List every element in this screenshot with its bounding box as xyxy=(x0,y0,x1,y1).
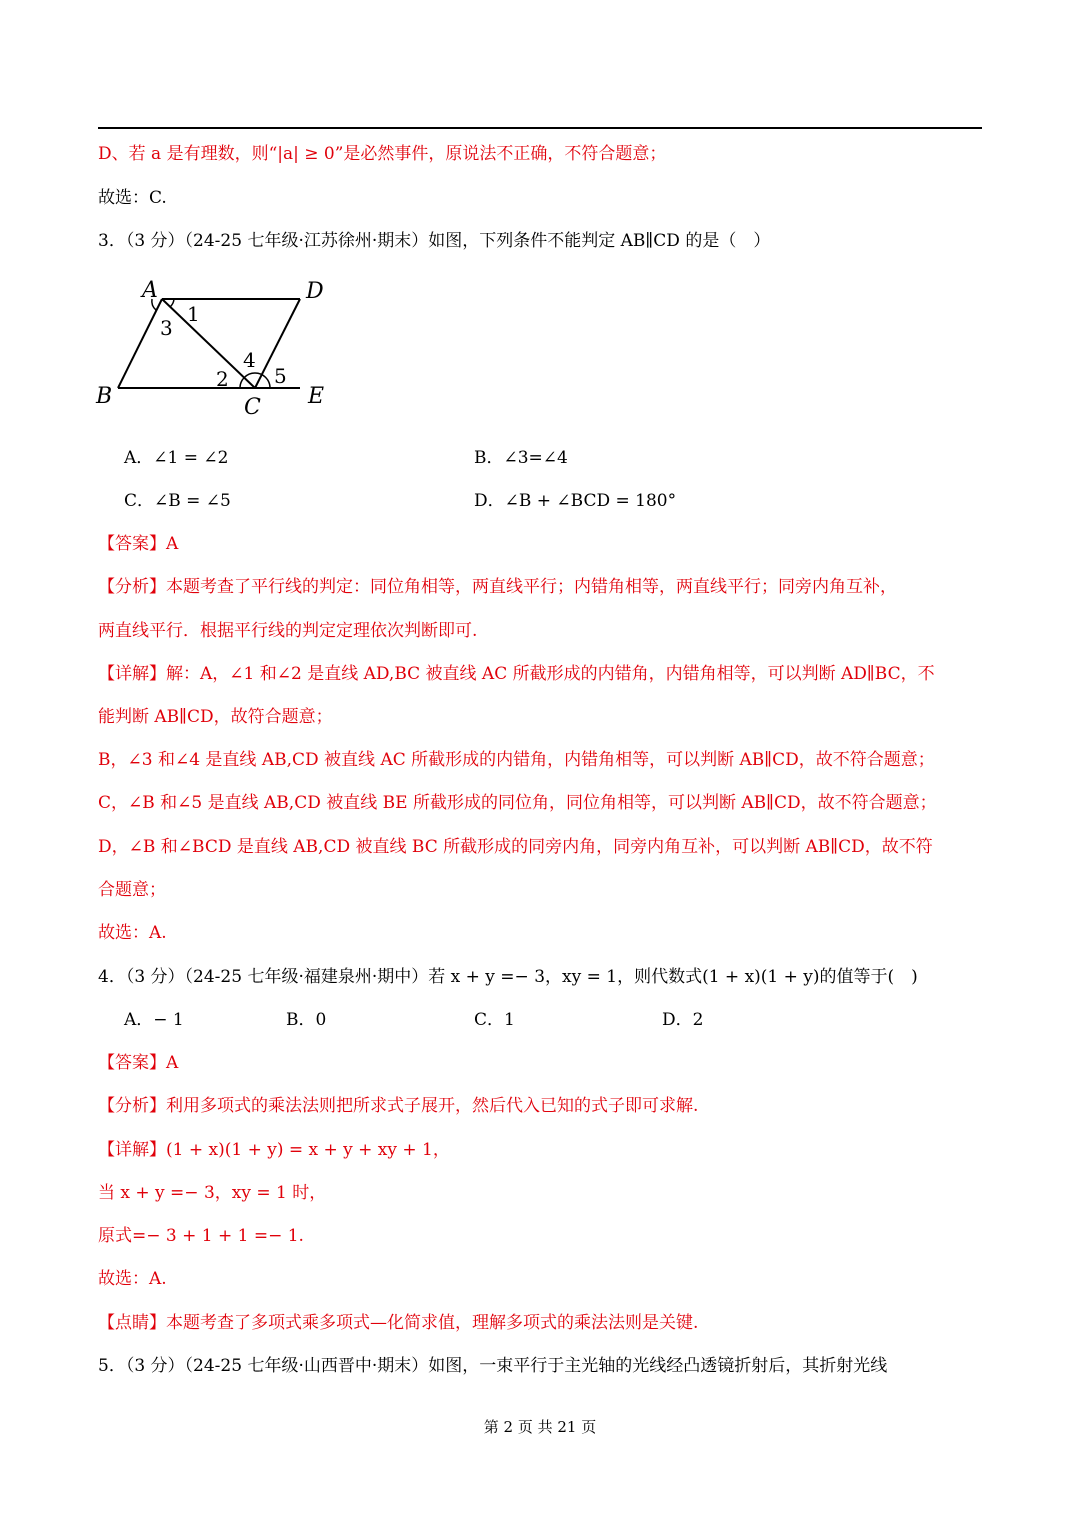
q3-answer: 【答案】A xyxy=(98,534,179,554)
q4-analysis: 【分析】利用多项式的乘法法则把所求式子展开，然后代入已知的式子即可求解. xyxy=(98,1096,699,1116)
q3-detail-line2: 能判断 AB∥CD，故符合题意； xyxy=(98,707,333,727)
q4-option-c: C．1 xyxy=(474,1010,515,1030)
q4-detail-line3: 原式=− 3 + 1 + 1 =− 1. xyxy=(98,1226,304,1246)
q3-detail-line5: D，∠B 和∠BCD 是直线 AB,CD 被直线 BC 所截形成的同旁内角，同旁内角互补，可以判断 AB∥CD，故不符 xyxy=(98,837,933,857)
q3-option-a: A．∠1 = ∠2 xyxy=(124,448,229,468)
q4-detail-line1: 【详解】(1 + x)(1 + y) = x + y + xy + 1， xyxy=(98,1140,450,1160)
q3-detail-line1: 【详解】解：A，∠1 和∠2 是直线 AD,BC 被直线 AC 所截形成的内错角，内错角相等，可以判断 AD∥BC，不 xyxy=(98,664,935,684)
q3-analysis-line1: 【分析】本题考查了平行线的判定：同位角相等，两直线平行；内错角相等，两直线平行；同旁内角互补， xyxy=(98,577,897,597)
q4-choice: 故选：A. xyxy=(98,1269,167,1289)
angle-2: 2 xyxy=(216,367,229,391)
q4-option-b: B．0 xyxy=(286,1010,327,1030)
label-d: D xyxy=(306,279,324,304)
q3-figure xyxy=(90,270,340,420)
angle-5: 5 xyxy=(274,364,287,388)
question-3: 3．（3 分）（24-25 七年级·江苏徐州·期末）如图，下列条件不能判定 AB∥CD 的是（ ） xyxy=(98,231,771,251)
question-4: 4．（3 分）（24-25 七年级·福建泉州·期中）若 x + y =− 3，xy = 1，则代数式(1 + x)(1 + y)的值等于( ) xyxy=(98,967,918,987)
q4-answer: 【答案】A xyxy=(98,1053,179,1073)
q4-option-a: A．− 1 xyxy=(124,1010,184,1030)
label-c: C xyxy=(244,395,261,420)
q3-analysis-line2: 两直线平行．根据平行线的判定定理依次判断即可. xyxy=(98,621,478,641)
prev-choice: 故选：C. xyxy=(98,188,167,208)
q3-detail-line4: C，∠B 和∠5 是直线 AB,CD 被直线 BE 所截形成的同位角，同位角相等，可以判断 AB∥CD，故不符合题意； xyxy=(98,793,937,813)
header-rule xyxy=(98,127,982,129)
q3-detail-line6: 合题意； xyxy=(98,880,166,900)
label-e: E xyxy=(308,384,325,409)
q3-option-b: B．∠3=∠4 xyxy=(474,448,568,468)
angle-4: 4 xyxy=(243,348,256,372)
angle-1: 1 xyxy=(187,302,200,326)
prev-option-d: D、若 a 是有理数，则“|a| ≥ 0”是必然事件，原说法不正确，不符合题意； xyxy=(98,144,667,164)
label-a: A xyxy=(142,278,158,303)
q3-choice: 故选：A. xyxy=(98,923,167,943)
q3-option-c: C．∠B = ∠5 xyxy=(124,491,231,511)
q3-detail-line3: B，∠3 和∠4 是直线 AB,CD 被直线 AC 所截形成的内错角，内错角相等，可以判断 AB∥CD，故不符合题意； xyxy=(98,750,935,770)
q4-detail-line2: 当 x + y =− 3，xy = 1 时， xyxy=(98,1183,327,1203)
angle-3: 3 xyxy=(160,316,173,340)
label-b: B xyxy=(96,384,113,409)
q3-option-d: D．∠B + ∠BCD = 180° xyxy=(474,491,677,511)
page-footer: 第 2 页 共 21 页 xyxy=(483,1418,597,1436)
q4-comment: 【点睛】本题考查了多项式乘多项式—化简求值，理解多项式的乘法法则是关键. xyxy=(98,1313,699,1333)
question-5: 5．（3 分）（24-25 七年级·山西晋中·期末）如图，一束平行于主光轴的光线经凸透镜折射后，其折射光线 xyxy=(98,1356,888,1376)
q4-option-d: D．2 xyxy=(662,1010,704,1030)
